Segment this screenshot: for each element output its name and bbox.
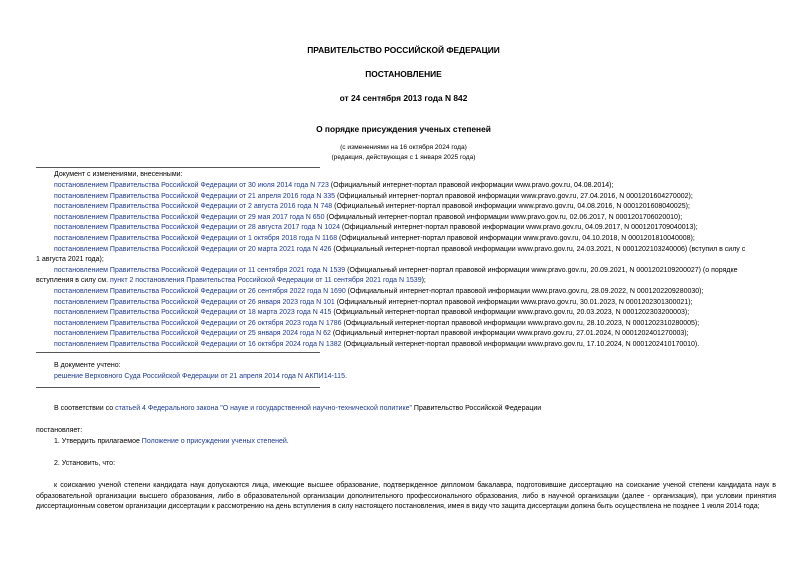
law-article-link[interactable]: статьей 4 Федерального закона "О науке и государственной научно-технической политике" — [115, 405, 412, 412]
amendment-item — [0, 202, 807, 213]
paragraph-3: к соисканию ученой степени кандидата наук допускаются лица, имеющие высшее образование, подтвержденное дипломом бакалавра, подготовившие диссертацию на соискание ученой степени кандидата наук в образовательной организации высшего образования, либо в образовательной организации дополнительного профессионального образования, либо в научной организации (далее - организация), при условии принятия диссертационным советом организации диссертации к рассмотрению на день вступления в силу настоящего постановления, имея в виду что защита диссертации должна быть осуществлена не позднее 1 июля 2014 года; — [36, 482, 776, 511]
amendment-link[interactable]: постановлением Правительства Российской Федерации от 26 января 2023 года N 101 — [54, 298, 335, 306]
amendment-item — [0, 266, 807, 277]
considered-end: . — [344, 373, 347, 380]
amendment-item — [0, 287, 807, 298]
regulation-link[interactable]: Положение о присуждении ученых степеней — [141, 438, 287, 445]
amendment-link[interactable]: постановлением Правительства Российской Федерации от 16 октября 2024 года N 1382 — [54, 340, 342, 348]
amendment-link[interactable]: постановлением Правительства Российской Федерации от 21 апреля 2016 года N 335 — [54, 192, 336, 200]
amendment-item — [0, 192, 807, 203]
amendment-source: (Официальный интернет-портал правовой информации www.pravo.gov.ru, 28.09.2022, N 0001202209280030); — [345, 287, 704, 295]
continuation-text: вступления в силу см. — [36, 277, 111, 285]
amendment-source: (Официальный интернет-портал правовой информации www.pravo.gov.ru, 24.03.2021, N 0001202103240006) (вступил в силу с — [331, 245, 746, 253]
amendment-source: (Официальный интернет-портал правовой информации www.pravo.gov.ru, 04.09.2017, N 0001201709040013); — [339, 224, 698, 232]
amendment-item — [0, 181, 807, 192]
divider — [36, 387, 320, 388]
amendment-link[interactable]: постановлением Правительства Российской Федерации от 20 марта 2021 года N 426 — [54, 245, 332, 253]
amendment-source: (Официальный интернет-портал правовой информации www.pravo.gov.ru, 04.08.2014); — [328, 182, 614, 189]
decides-text: постановляет: — [36, 427, 83, 434]
amendment-source: (Официальный интернет-портал правовой информации www.pravo.gov.ru, 04.10.2018, N 0001201810040008); — [337, 234, 695, 242]
amendment-link[interactable]: постановлением Правительства Российской Федерации от 26 сентября 2022 года N 1690 — [54, 287, 346, 295]
considered-item — [54, 372, 347, 383]
amendment-item — [0, 213, 807, 224]
amendment-clause-link[interactable]: пункт 2 постановления Правительства Российской Федерации от 11 сентября 2021 года N 1539 — [110, 277, 422, 285]
doc-date-heading: от 24 сентября 2013 года N 842 — [339, 93, 468, 103]
paragraph-1-text: 1. Утвердить прилагаемое — [54, 438, 142, 445]
amendments-intro: Документ с изменениями, внесенными: — [54, 171, 183, 178]
paragraph-1 — [54, 437, 289, 448]
considered-intro: В документе учтено: — [54, 362, 121, 369]
amendment-source: (Официальный интернет-портал правовой информации www.pravo.gov.ru, 27.04.2016, N 0001201604270002); — [335, 192, 693, 200]
government-heading: ПРАВИТЕЛЬСТВО РОССИЙСКОЙ ФЕДЕРАЦИИ — [307, 45, 500, 55]
amendment-link[interactable]: постановлением Правительства Российской Федерации от 29 мая 2017 года N 650 — [54, 213, 325, 221]
edition-note: (редакция, действующая с 1 января 2025 года) — [331, 154, 476, 161]
paragraph-2: 2. Установить, что: — [54, 460, 116, 467]
doc-title: О порядке присуждения ученых степеней — [316, 124, 491, 134]
amendment-continuation: 1 августа 2021 года); — [36, 256, 104, 264]
amendment-source: (Официальный интернет-портал правовой информации www.pravo.gov.ru, 28.10.2023, N 0001202310280005); — [341, 319, 700, 327]
divider — [36, 167, 320, 168]
amendment-item — [0, 340, 807, 351]
amendment-source: (Официальный интернет-портал правовой информации www.pravo.gov.ru, 17.10.2024, N 0001202410170010). — [341, 340, 700, 348]
amendment-item — [0, 223, 807, 234]
amendment-source: (Официальный интернет-портал правовой информации www.pravo.gov.ru, 02.06.2017, N 0001201706020010); — [324, 213, 683, 221]
amendment-item — [0, 329, 807, 340]
amendment-link[interactable]: постановлением Правительства Российской Федерации от 25 января 2024 года N 62 — [54, 330, 331, 338]
amendment-link[interactable]: постановлением Правительства Российской Федерации от 2 августа 2016 года N 748 — [54, 203, 333, 211]
preamble-text-end: Правительство Российской Федерации — [411, 405, 542, 412]
amendment-link[interactable]: постановлением Правительства Российской Федерации от 18 марта 2023 года N 415 — [54, 309, 332, 317]
continuation-end: ); — [421, 277, 426, 285]
paragraph-1-end: . — [286, 438, 289, 445]
amendments-list — [0, 181, 807, 351]
amendment-item — [0, 319, 807, 330]
amendment-link[interactable]: постановлением Правительства Российской Федерации от 26 октября 2023 года N 1786 — [54, 319, 342, 327]
doc-type-heading: ПОСТАНОВЛЕНИЕ — [365, 69, 442, 79]
amendment-source: (Официальный интернет-портал правовой информации www.pravo.gov.ru, 27.01.2024, N 0001202401270003); — [330, 330, 689, 338]
court-decision-link[interactable]: решение Верховного Суда Российской Федерации от 21 апреля 2014 года N АКПИ14-115 — [54, 373, 345, 380]
amendment-source: (Официальный интернет-портал правовой информации www.pravo.gov.ru, 20.09.2021, N 0001202109200027) (о порядке — [345, 266, 738, 274]
preamble-text: В соответствии со — [54, 405, 116, 412]
amendment-continuation — [0, 276, 807, 287]
amendment-item — [0, 298, 807, 309]
amendment-link[interactable]: постановлением Правительства Российской Федерации от 1 октября 2018 года N 1168 — [54, 234, 338, 242]
amendment-source: (Официальный интернет-портал правовой информации www.pravo.gov.ru, 30.01.2023, N 0001202301300021); — [334, 298, 693, 306]
amendment-link[interactable]: постановлением Правительства Российской Федерации от 28 августа 2017 года N 1024 — [54, 224, 340, 232]
amendment-item — [0, 308, 807, 319]
preamble — [54, 404, 541, 415]
amendment-link[interactable]: постановлением Правительства Российской Федерации от 30 июля 2014 года N 723 — [54, 182, 329, 189]
divider — [36, 352, 320, 353]
changes-note: (с изменениями на 16 октября 2024 года) — [340, 144, 467, 151]
amendment-source: (Официальный интернет-портал правовой информации www.pravo.gov.ru, 20.03.2023, N 0001202303200003); — [331, 309, 690, 317]
amendment-item — [0, 234, 807, 245]
amendment-item — [0, 245, 807, 256]
amendment-link[interactable]: постановлением Правительства Российской Федерации от 11 сентября 2021 года N 1539 — [54, 266, 346, 274]
amendment-source: (Официальный интернет-портал правовой информации www.pravo.gov.ru, 04.08.2016, N 0001201608040025); — [332, 203, 690, 211]
